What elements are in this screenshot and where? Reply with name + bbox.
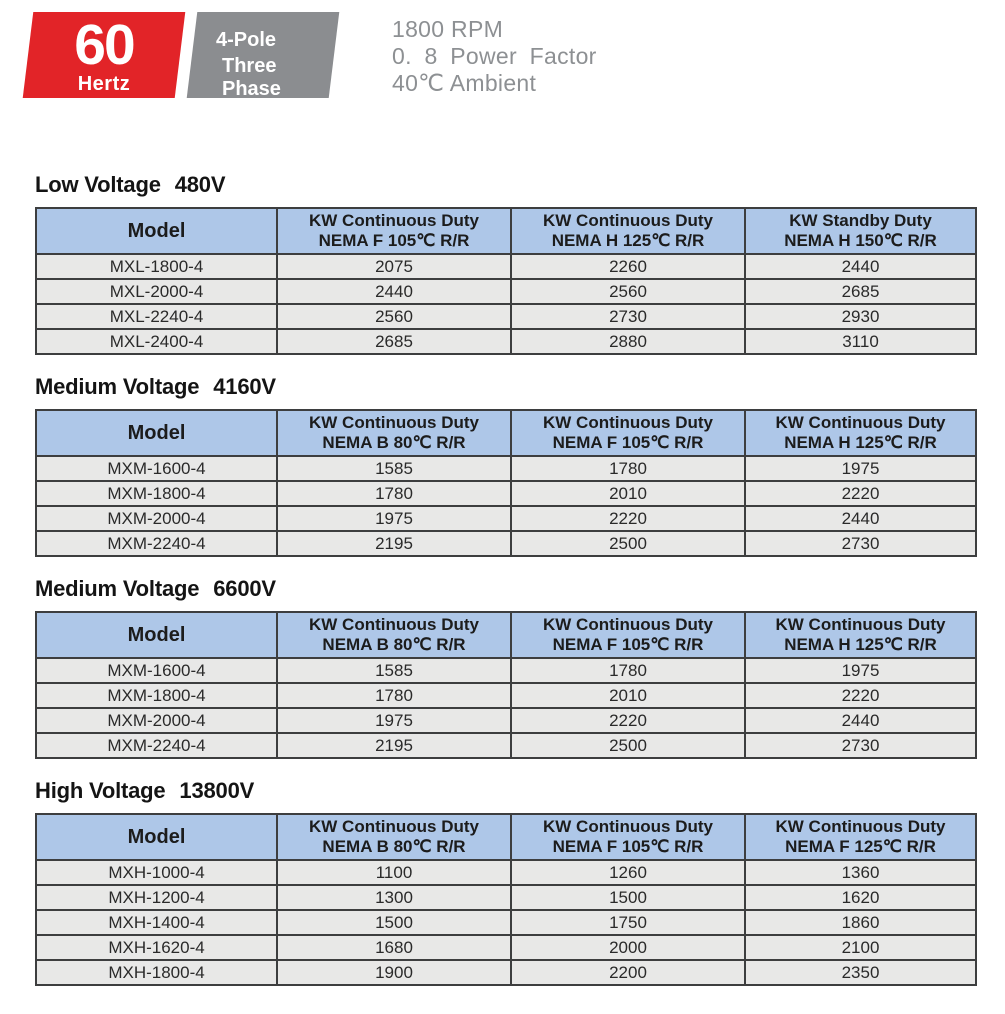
kw-cell: 1500 (277, 910, 511, 935)
section-title (35, 172, 975, 198)
kw-cell: 1780 (277, 683, 511, 708)
column-header-line1: KW Continuous Duty (309, 211, 479, 230)
model-cell: MXM-1800-4 (36, 683, 277, 708)
kw-cell: 2220 (511, 708, 745, 733)
page-header (0, 0, 1005, 110)
kw-cell: 2440 (277, 279, 511, 304)
kw-cell: 2195 (277, 531, 511, 556)
table-row (36, 885, 976, 910)
column-header-line2: NEMA H 125℃ R/R (784, 635, 937, 654)
column-header-line1: KW Continuous Duty (775, 413, 946, 432)
model-cell: MXL-1800-4 (36, 254, 277, 279)
column-header-line2: NEMA H 125℃ R/R (784, 433, 937, 452)
column-header-text: Model (127, 623, 186, 646)
table-row (36, 960, 976, 985)
section-title-voltage: 4160V (213, 374, 276, 399)
model-cell: MXM-2000-4 (36, 506, 277, 531)
kw-cell: 2880 (511, 329, 745, 354)
column-header-line2: NEMA B 80℃ R/R (322, 837, 466, 856)
kw-cell: 1300 (277, 885, 511, 910)
model-cell: MXH-1620-4 (36, 935, 277, 960)
table-row (36, 935, 976, 960)
column-header-model (36, 814, 277, 860)
kw-cell: 1860 (745, 910, 976, 935)
column-header-line1: KW Continuous Duty (543, 817, 713, 836)
column-header-line1: KW Continuous Duty (775, 817, 946, 836)
section-title (35, 778, 975, 804)
kw-cell: 1780 (511, 456, 745, 481)
table-row (36, 683, 976, 708)
column-header-line1: KW Continuous Duty (775, 615, 946, 634)
kw-cell: 1975 (745, 456, 976, 481)
column-header-line1: KW Standby Duty (789, 211, 932, 230)
table-row (36, 658, 976, 683)
column-header-model (36, 410, 277, 456)
kw-cell: 2010 (511, 481, 745, 506)
column-header-text: Model (127, 825, 186, 848)
model-cell: MXH-1000-4 (36, 860, 277, 885)
column-header (745, 612, 976, 658)
kw-cell: 2220 (511, 506, 745, 531)
pole-phase-badge (192, 12, 334, 98)
kw-cell: 2730 (511, 304, 745, 329)
table-row (36, 910, 976, 935)
kw-cell: 2075 (277, 254, 511, 279)
column-header-line2: NEMA H 150℃ R/R (784, 231, 937, 250)
kw-cell: 2440 (745, 254, 976, 279)
column-header-line2: NEMA F 105℃ R/R (552, 837, 704, 856)
header-row (36, 612, 976, 658)
column-header (745, 814, 976, 860)
kw-cell: 2010 (511, 683, 745, 708)
column-header-line2: NEMA B 80℃ R/R (322, 635, 466, 654)
column-header-model (36, 208, 277, 254)
kw-cell: 2500 (511, 733, 745, 758)
column-header (277, 410, 511, 456)
kw-cell: 1100 (277, 860, 511, 885)
spec-table-6600v (35, 611, 977, 759)
table-row (36, 733, 976, 758)
column-header (277, 208, 511, 254)
kw-cell: 2730 (745, 531, 976, 556)
model-cell: MXL-2000-4 (36, 279, 277, 304)
spec-table-13800v (35, 813, 977, 986)
kw-cell: 2930 (745, 304, 976, 329)
column-header (277, 612, 511, 658)
column-header-line1: KW Continuous Duty (543, 211, 713, 230)
hertz-value: 60 (74, 13, 134, 77)
kw-cell: 2200 (511, 960, 745, 985)
kw-cell: 1585 (277, 456, 511, 481)
spec-ambient: 40℃ Ambient (392, 70, 537, 96)
kw-cell: 2500 (511, 531, 745, 556)
kw-cell: 1680 (277, 935, 511, 960)
column-header (745, 208, 976, 254)
section-medium-voltage-4160v (35, 374, 975, 557)
section-title-voltage: 13800V (179, 778, 255, 803)
table-row (36, 456, 976, 481)
column-header-line2: NEMA H 125℃ R/R (551, 231, 705, 250)
column-header-text: Model (127, 421, 186, 444)
section-title (35, 576, 975, 602)
kw-cell: 3110 (745, 329, 976, 354)
column-header-line1: KW Continuous Duty (543, 413, 713, 432)
column-header-line2: NEMA F 105℃ R/R (552, 635, 704, 654)
phase-label: Three Phase (222, 55, 281, 100)
hertz-badge (28, 12, 180, 98)
kw-cell: 1975 (277, 708, 511, 733)
kw-cell: 2260 (511, 254, 745, 279)
section-low-voltage-480v (35, 172, 975, 355)
table-row (36, 304, 976, 329)
kw-cell: 2220 (745, 683, 976, 708)
section-title (35, 374, 975, 400)
kw-cell: 1620 (745, 885, 976, 910)
kw-cell: 2100 (745, 935, 976, 960)
column-header-line2: NEMA F 105℃ R/R (318, 231, 470, 250)
model-cell: MXH-1800-4 (36, 960, 277, 985)
table-row (36, 506, 976, 531)
header-row (36, 208, 976, 254)
table-row (36, 329, 976, 354)
model-cell: MXM-1800-4 (36, 481, 277, 506)
header-row (36, 814, 976, 860)
pole-label: 4-Pole (216, 29, 277, 51)
hertz-badge-content (28, 12, 180, 98)
column-header-line1: KW Continuous Duty (309, 413, 479, 432)
section-medium-voltage-6600v (35, 576, 975, 759)
section-title-label: High Voltage (35, 778, 166, 803)
column-header (511, 208, 745, 254)
kw-cell: 1975 (745, 658, 976, 683)
model-cell: MXM-1600-4 (36, 456, 277, 481)
section-title-voltage: 480V (174, 172, 226, 197)
table-row (36, 254, 976, 279)
kw-cell: 1780 (277, 481, 511, 506)
kw-cell: 2685 (277, 329, 511, 354)
hertz-unit-label: Hertz (77, 73, 131, 95)
kw-cell: 1585 (277, 658, 511, 683)
kw-cell: 2350 (745, 960, 976, 985)
table-row (36, 279, 976, 304)
column-header-text: Model (127, 219, 186, 242)
section-title-voltage: 6600V (213, 576, 276, 601)
model-cell: MXM-2240-4 (36, 531, 277, 556)
table-row (36, 531, 976, 556)
column-header-line1: KW Continuous Duty (309, 615, 479, 634)
table-row (36, 481, 976, 506)
kw-cell: 2560 (511, 279, 745, 304)
model-cell: MXL-2400-4 (36, 329, 277, 354)
column-header-line2: NEMA F 105℃ R/R (552, 433, 704, 452)
kw-cell: 2560 (277, 304, 511, 329)
header-row (36, 410, 976, 456)
table-row (36, 708, 976, 733)
model-cell: MXL-2240-4 (36, 304, 277, 329)
spec-power-factor: 0. 8 Power Factor (392, 43, 597, 69)
kw-cell: 2195 (277, 733, 511, 758)
model-cell: MXH-1200-4 (36, 885, 277, 910)
section-title-label: Medium Voltage (35, 576, 200, 601)
column-header-line2: NEMA F 125℃ R/R (785, 837, 936, 856)
kw-cell: 2440 (745, 506, 976, 531)
spec-rpm: 1800 RPM (392, 16, 504, 42)
column-header-model (36, 612, 277, 658)
section-title-label: Medium Voltage (35, 374, 200, 399)
table-row (36, 860, 976, 885)
model-cell: MXH-1400-4 (36, 910, 277, 935)
column-header-line1: KW Continuous Duty (309, 817, 479, 836)
model-cell: MXM-1600-4 (36, 658, 277, 683)
spec-list (392, 16, 597, 97)
section-high-voltage-13800v (35, 778, 975, 986)
kw-cell: 1900 (277, 960, 511, 985)
column-header-line2: NEMA B 80℃ R/R (322, 433, 466, 452)
column-header-line1: KW Continuous Duty (543, 615, 713, 634)
kw-cell: 2220 (745, 481, 976, 506)
column-header (511, 410, 745, 456)
kw-cell: 2730 (745, 733, 976, 758)
pole-phase-badge-content (192, 29, 334, 115)
kw-cell: 1780 (511, 658, 745, 683)
column-header (511, 612, 745, 658)
kw-cell: 1500 (511, 885, 745, 910)
column-header (511, 814, 745, 860)
kw-cell: 2685 (745, 279, 976, 304)
model-cell: MXM-2000-4 (36, 708, 277, 733)
model-cell: MXM-2240-4 (36, 733, 277, 758)
kw-cell: 1260 (511, 860, 745, 885)
column-header (277, 814, 511, 860)
kw-cell: 1975 (277, 506, 511, 531)
kw-cell: 2440 (745, 708, 976, 733)
spec-table-4160v (35, 409, 977, 557)
column-header (745, 410, 976, 456)
spec-table-480v (35, 207, 977, 355)
kw-cell: 2000 (511, 935, 745, 960)
section-title-label: Low Voltage (35, 172, 161, 197)
kw-cell: 1360 (745, 860, 976, 885)
kw-cell: 1750 (511, 910, 745, 935)
